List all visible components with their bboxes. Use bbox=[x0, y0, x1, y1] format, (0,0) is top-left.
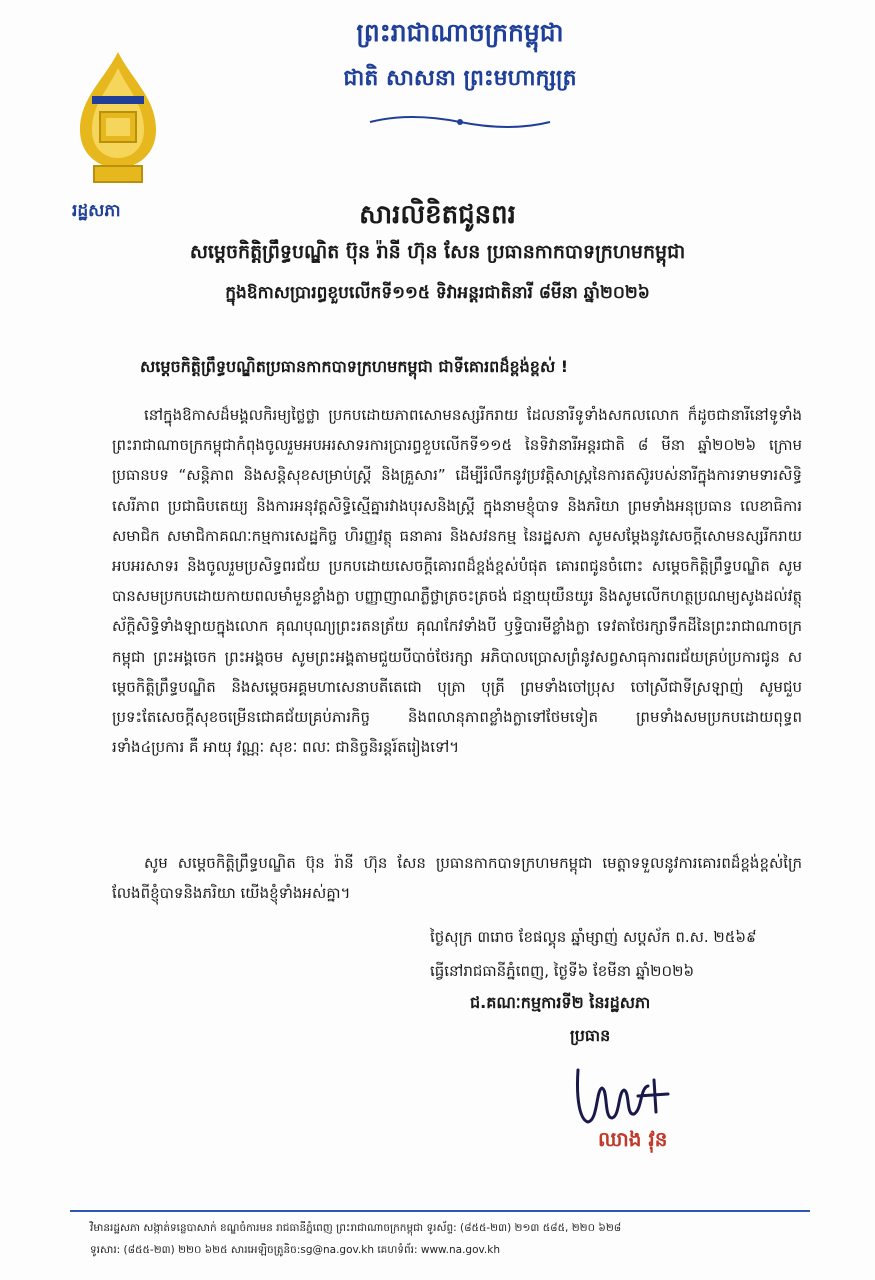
letter-subtitle: សម្តេចកិត្តិព្រឹទ្ធបណ្ឌិត ប៊ុន រ៉ានី ហ៊ុន សែន ប្រធានកាកបាទក្រហមកម្ពុជា bbox=[189, 241, 686, 263]
letter-title: សារលិខិតជូនពរ bbox=[359, 200, 516, 230]
body-paragraph-1: នៅក្នុងឱកាសដ៏មង្គលកិរម្យថ្លៃថ្លា ប្រកបដោយភាពសោមនស្សរីករាយ ដែលនារីទូទាំងសកលលោក ក៏ដូចជានារីនៅទូទាំងព្រះរាជាណាចក្រកម្ពុជាកំពុងចូលរួមអបអរសាទរការប្រារព្ធខួបលើកទី១១៥ នៃទិវានារីអន្តរជាតិ ៨ មីនា ឆ្នាំ២០២៦ ក្រោមប្រធានបទ “សន្តិភាព និងសន្តិសុខសម្រាប់ស្ត្រី និងគ្រួសារ” ដើម្បីរំលឹកនូវប្រវត្តិសាស្ត្រនៃការតស៊ូរបស់នារីក្នុងការទាមទារសិទ្ធិ សេរីភាព ប្រជាធិបតេយ្យ និងការអនុវត្តសិទ្ធិស្មើគ្នារវាងបុរសនិងស្ត្រី ក្នុងនាមខ្ញុំបាទ និងភរិយា ព្រមទាំងអនុប្រធាន លេខាធិការ សមាជិក សមាជិកាគណៈកម្មការសេដ្ឋកិច្ច ហិរញ្ញវត្ថុ ធនាគារ និងសវនកម្ម នៃរដ្ឋសភា សូមសម្តែងនូវសេចក្តីសោមនស្សរីករាយ អបអរសាទរ និងចូលរួមប្រសិទ្ធពរជ័យ ប្រកបដោយសេចក្តីគោរពដ៏ខ្ពង់ខ្ពស់បំផុត គោរពជូនចំពោះ សម្តេចកិត្តិព្រឹទ្ធបណ្ឌិត សូមបានសមប្រកបដោយកាយពលមាំមួនខ្លាំងក្លា បញ្ញាញាណភ្លឺថ្លាត្រចះត្រចង់ ជន្មាយុយឺនយូរ និងសូមលើកហត្ថប្រណម្យសូងដល់វត្ថុស័ក្តិសិទ្ធិទាំងឡាយក្នុងលោក គុណបុណ្យព្រះរតនត្រ័យ គុណកែវទាំងបី ឫទ្ធិបារមីខ្លាំងក្លា ទេវតាថែរក្សាទឹកដីនៃព្រះរាជាណាចក្រកម្ពុជា ព្រះអង្គចេក ព្រះអង្គចម សូមព្រះអង្គតាមជួយបីបាច់ថែរក្សា អភិបាលប្រោសព្រំនូវសព្វសាធុការពរជ័យគ្រប់ប្រការជូន សម្តេចកិត្តិព្រឹទ្ធបណ្ឌិត និងសម្តេចអគ្គមហាសេនាបតីតេជោ បុត្រា បុត្រី ព្រមទាំងចៅប្រុស ចៅស្រីជាទីស្រឡាញ់ សូមជួបប្រទះតែសេចក្តីសុខចម្រើនជោគជ័យគ្រប់ភារកិច្ច និងពលានុភាពខ្លាំងក្លាទៅថែមទៀត ព្រមទាំងសមប្រកបដោយពុទ្ធពរទាំង៤ប្រការ គឺ អាយុ វណ្ណៈ សុខៈ ពលៈ ជានិច្ចនិរន្តរ៍តរៀងទៅ។ bbox=[112, 406, 802, 757]
place-date: ធ្វើនៅរាជធានីភ្នំពេញ, ថ្ងៃទី៦ ខែមីនា ឆ្នាំ២០២៦ bbox=[430, 962, 695, 980]
assembly-label: រដ្ឋសភា bbox=[72, 201, 121, 221]
national-assembly-emblem-icon bbox=[72, 50, 164, 190]
lunar-date: ថ្ងៃសុក្រ ៣រោច ខែផល្គុន ឆ្នាំម្សាញ់ សប្តស័ក ព.ស. ២៥៦៩ bbox=[430, 928, 757, 946]
letter-occasion: ក្នុងឱកាសប្រារព្ធខួបលើកទី១១៥ ទិវាអន្តរជាតិនារី ៨មីនា ឆ្នាំ២០២៦ bbox=[225, 283, 650, 303]
footer-address: វិមានរដ្ឋសភា សង្កាត់ទន្លេបាសាក់ ខណ្ឌចំការមន រាជធានីភ្នំពេញ ព្រះរាជាណាចក្រកម្ពុជា ទូរស័ព្ទ: (៨៥៥-២៣) ២១៣ ៥៨៥, ២២០ ៦២៨ bbox=[90, 1222, 622, 1234]
signatory-name: ឈាង វុន bbox=[598, 1127, 668, 1151]
handwritten-signature-icon bbox=[568, 1060, 678, 1130]
salutation: សម្តេចកិត្តិព្រឹទ្ធបណ្ឌិតប្រធានកាកបាទក្រហមកម្ពុជា ជាទីគោរពដ៏ខ្ពង់ខ្ពស់ ! bbox=[140, 357, 569, 376]
footer-divider bbox=[70, 1210, 810, 1212]
committee-name: ជ.គណៈកម្មការទី២ នៃរដ្ឋសភា bbox=[470, 993, 651, 1012]
body-paragraph-2: សូម សម្តេចកិត្តិព្រឹទ្ធបណ្ឌិត ប៊ុន រ៉ានី ហ៊ុន សែន ប្រធានកាកបាទក្រហមកម្ពុជា មេត្តាទទួលនូវការគោរពដ៏ខ្ពង់ខ្ពស់ក្រៃលែងពីខ្ញុំបាទនិងភរិយា យើងខ្ញុំទាំងអស់គ្នា។ bbox=[112, 854, 802, 903]
footer-contact: ទូរសារ: (៨៥៥-២៣) ២២០ ៦២៥ សារអេឡិចត្រូនិច:sg@na.gov.kh គេហទំព័រ: www.na.gov.kh bbox=[90, 1244, 500, 1256]
national-motto: ជាតិ សាសនា ព្រះមហាក្សត្រ bbox=[343, 66, 577, 91]
kingdom-heading: ព្រះរាជាណាចក្រកម្ពុជា bbox=[356, 18, 564, 47]
ornament-divider-icon bbox=[360, 112, 560, 132]
signatory-position: ប្រធាន bbox=[570, 1026, 611, 1045]
